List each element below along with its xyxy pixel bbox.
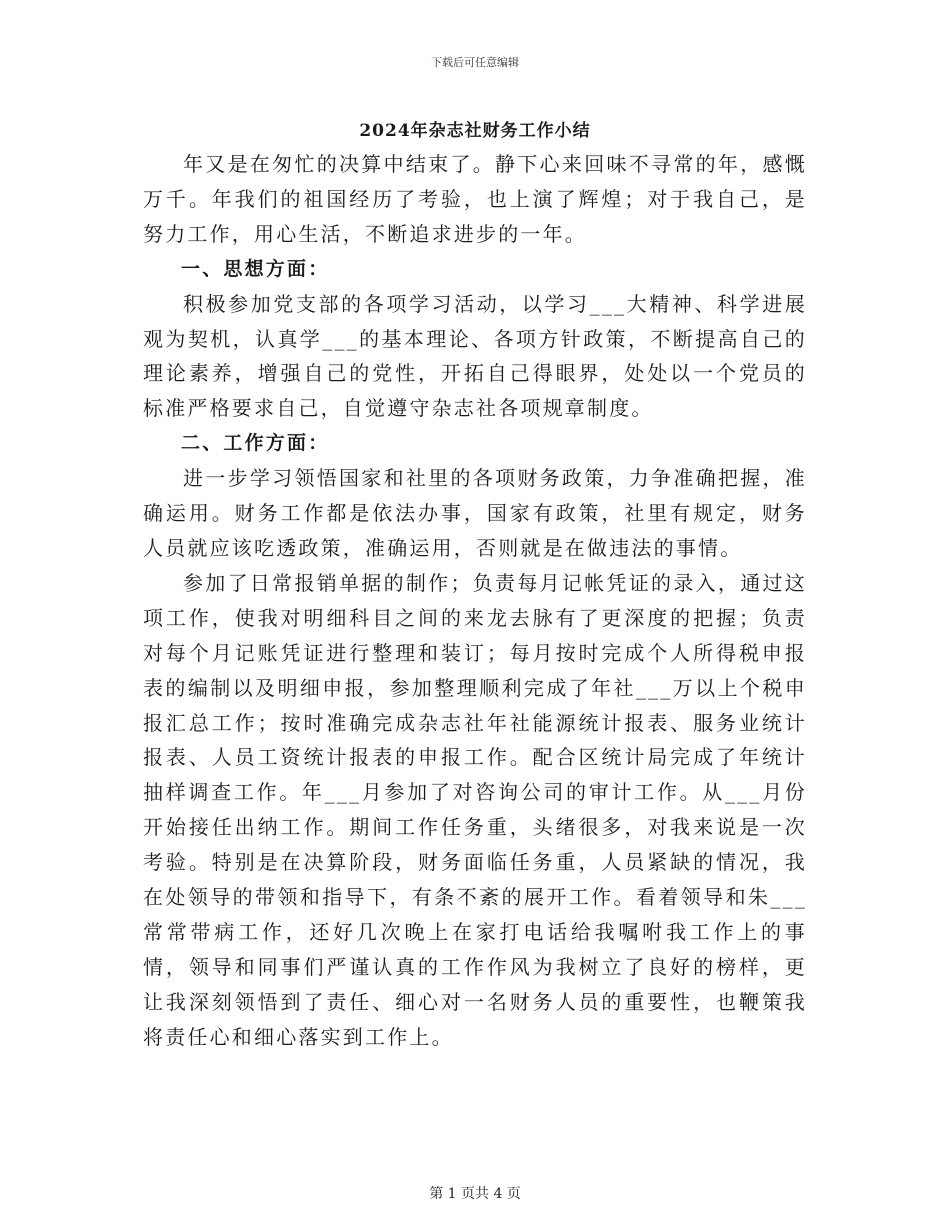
page-footer: 第 1 页共 4 页 (429, 1186, 521, 1202)
document-title: 2024年杂志社财务工作小结 (359, 121, 591, 141)
section-heading-work: 二、工作方面： (181, 432, 330, 455)
paragraph-intro: 年又是在匆忙的决算中结束了。静下心来回味不寻常的年，感慨万千。年我们的祖国经历了考验，也上演了辉煌；对于我自己，是努力工作，用心生活，不断追求进步的一年。 (143, 152, 807, 246)
header-note: 下载后可任意编辑 (431, 56, 519, 69)
section-heading-thought: 一、思想方面： (181, 257, 330, 280)
paragraph-work-details: 参加了日常报销单据的制作；负责每月记帐凭证的录入，通过这项工作，使我对明细科目之间的来龙去脉有了更深度的把握；负责对每个月记账凭证进行整理和装订；每月按时完成个人所得税申报表的编制以及明细申报，参加整理顺利完成了年社___万以上个税申报汇总工作；按时准确完成杂志社年社能源统计报表、服务业统计报表、人员工资统计报表的申报工作。配合区统计局完成了年统计抽样调查工作。年___月参加了对咨询公司的审计工作。从___月份开始接任出纳工作。期间工作任务重，头绪很多，对我来说是一次考验。特别是在决算阶段，财务面临任务重，人员紧缺的情况，我在处领导的带领和指导下，有条不紊的展开工作。看着领导和朱___常常带病工作，还好几次晚上在家打电话给我嘱咐我工作上的事情，领导和同事们严谨认真的工作作风为我树立了良好的榜样，更让我深刻领悟到了责任、细心对一名财务人员的重要性，也鞭策我将责任心和细心落实到工作上。 (143, 570, 807, 1049)
paragraph-work-policy: 进一步学习领悟国家和社里的各项财务政策，力争准确把握，准确运用。财务工作都是依法办事，国家有政策，社里有规定，财务人员就应该吃透政策，准确运用，否则就是在做违法的事情。 (143, 466, 807, 560)
paragraph-thought: 积极参加党支部的各项学习活动，以学习___大精神、科学进展观为契机，认真学___的基本理论、各项方针政策，不断提高自己的理论素养，增强自己的党性，开拓自己得眼界，处处以一个党员的标准严格要求自己，自觉遵守杂志社各项规章制度。 (143, 291, 807, 421)
document-body (143, 147, 807, 1055)
